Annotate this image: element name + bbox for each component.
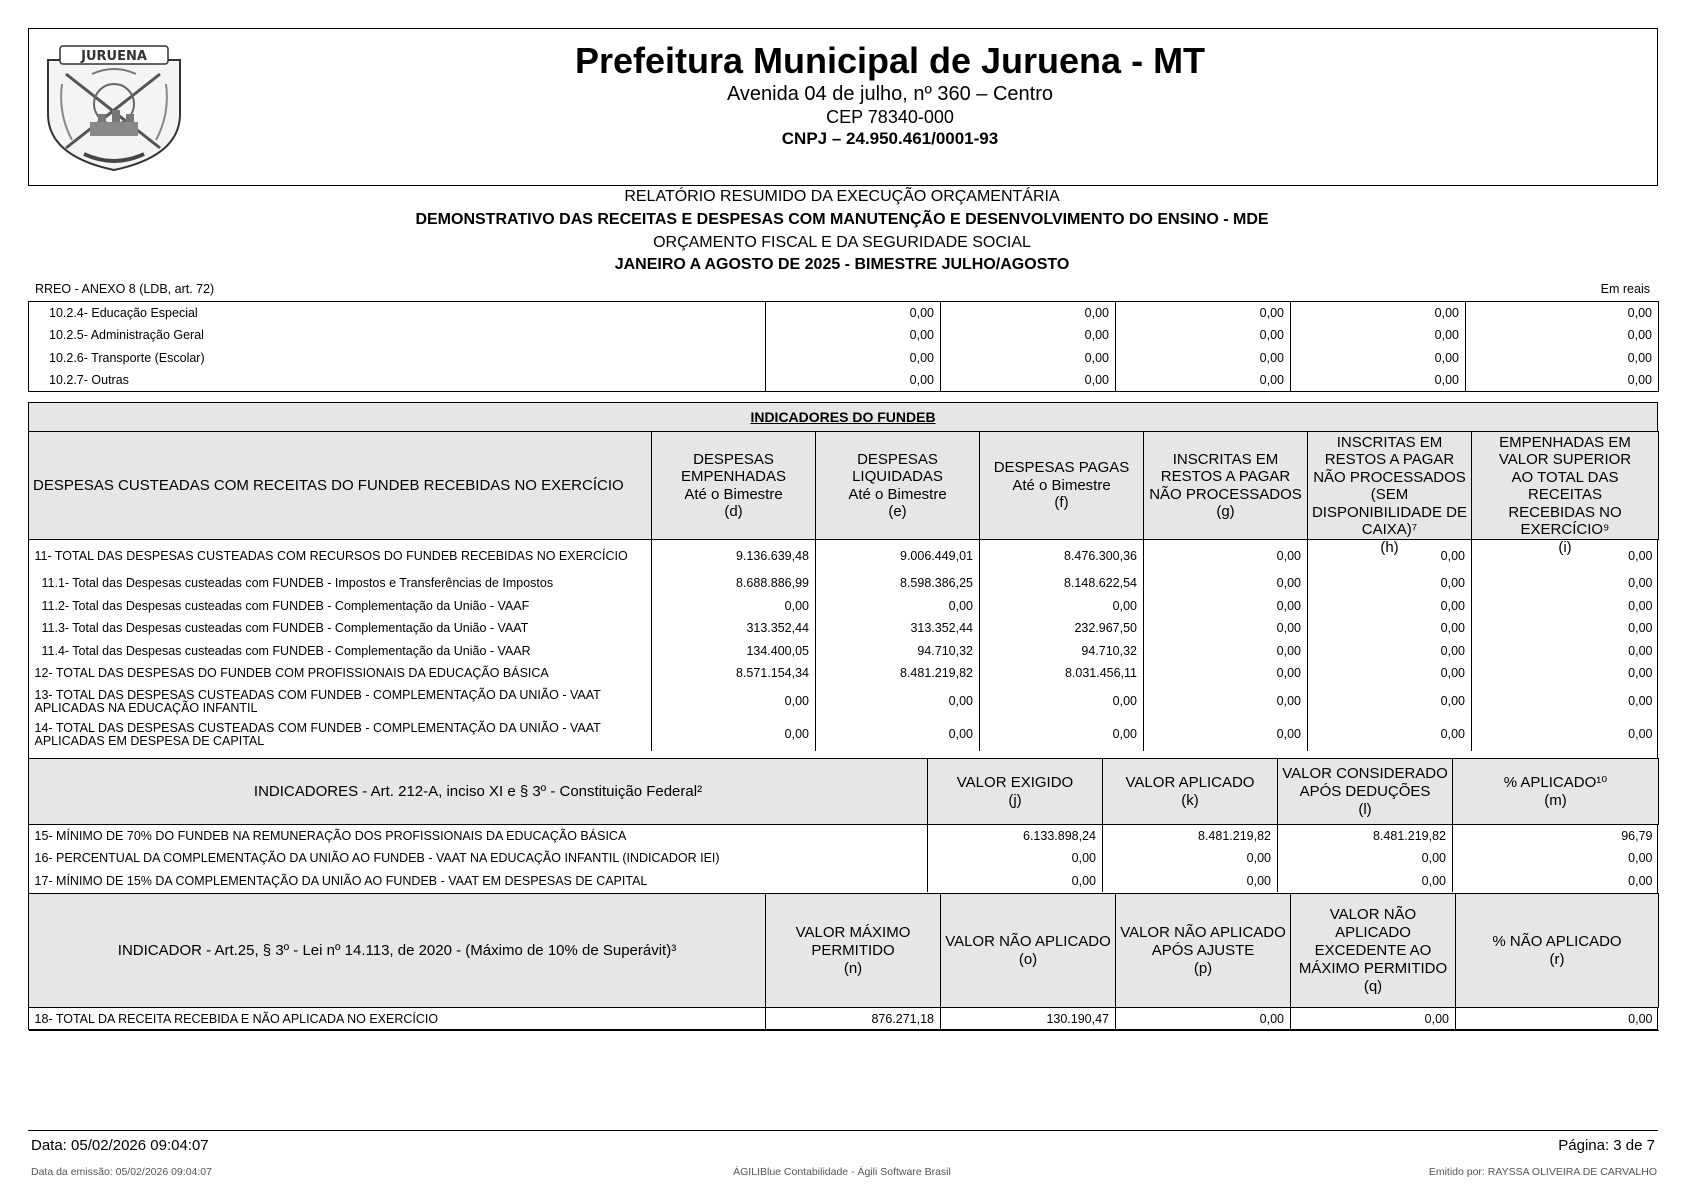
column-header-line: EMPENHADAS EM [1499, 433, 1631, 451]
column-header-valor-nao-aplicado [941, 894, 1116, 1008]
row-value: 876.271,18 [766, 1008, 941, 1031]
organization-cep: CEP 78340-000 [826, 107, 954, 127]
table-row [29, 847, 1659, 870]
column-header-valor-excedente [1291, 894, 1456, 1008]
row-value: 8.481.219,82 [1278, 825, 1453, 848]
table-row [29, 718, 1659, 751]
column-header-line: NÃO PROCESSADOS [1313, 468, 1466, 486]
column-header-line: APLICADO [1335, 923, 1411, 941]
table-row [29, 825, 1659, 848]
row-value: 0,00 [1144, 640, 1308, 663]
column-header-line: (l) [1358, 800, 1372, 818]
row-value: 9.136.639,48 [652, 540, 816, 573]
footer-page-number: Página: 3 de 7 [1558, 1137, 1655, 1154]
row-value: 0,00 [816, 685, 980, 718]
table-row [29, 595, 1659, 618]
row-label: 15- MÍNIMO DE 70% DO FUNDEB NA REMUNERAÇÃO DOS PROFISSIONAIS DA EDUCAÇÃO BÁSICA [34, 829, 627, 843]
mde-expenses-table [28, 301, 1659, 392]
row-value: 0,00 [1291, 324, 1466, 347]
row-value: 8.148.622,54 [980, 573, 1144, 596]
column-header-line: EXCEDENTE AO [1314, 941, 1432, 959]
row-value: 8.476.300,36 [980, 540, 1144, 573]
column-header-line: APÓS DEDUÇÕES [1299, 782, 1431, 800]
column-header-line: (n) [843, 959, 863, 977]
row-value: 0,00 [1466, 347, 1659, 370]
row-value: 0,00 [1308, 718, 1472, 751]
row-label: 16- PERCENTUAL DA COMPLEMENTAÇÃO DA UNIÃO AO FUNDEB - VAAT NA EDUCAÇÃO INFANTIL (INDICADOR IEI) [34, 851, 720, 866]
row-value: 0,00 [1291, 347, 1466, 370]
footer-issued-by: Emitido por: RAYSSA OLIVEIRA DE CARVALHO [1428, 1166, 1657, 1178]
column-header-line: (m) [1544, 791, 1567, 809]
row-value: 0,00 [1308, 595, 1472, 618]
organization-name: Prefeitura Municipal de Juruena - MT [574, 40, 1206, 81]
row-value: 9.006.449,01 [816, 540, 980, 573]
column-header-line: CAIXA)⁷ [1361, 521, 1418, 538]
rreo-annex-label: RREO - ANEXO 8 (LDB, art. 72) [35, 282, 215, 296]
row-value: 8.571.154,34 [652, 663, 816, 686]
row-label: 14- TOTAL DAS DESPESAS CUSTEADAS COM FUNDEB - COMPLEMENTAÇÃO DA UNIÃO - VAAT APLICADAS EM DESPESA DE CAPITAL [34, 720, 601, 748]
column-header-line: (h) [1380, 538, 1399, 556]
footer-software-credit: ÁGILIBlue Contabilidade - Ágili Software Brasil [733, 1166, 951, 1178]
row-value: 0,00 [1291, 302, 1466, 325]
row-value: 0,00 [1466, 302, 1659, 325]
table-row [29, 347, 1659, 370]
table-row [29, 540, 1659, 573]
row-value: 6.133.898,24 [928, 825, 1103, 848]
row-value: 0,00 [1144, 718, 1308, 751]
row-value: 0,00 [941, 369, 1116, 392]
superavit-indicator-header-label: INDICADOR - Art.25, § 3º - Lei nº 14.113, de 2020 - (Máximo de 10% de Superávit)³ [29, 894, 766, 1008]
table-row [29, 618, 1659, 641]
row-value: 313.352,44 [816, 618, 980, 641]
column-header-line: (r) [1549, 950, 1565, 968]
column-header-line: EXERCÍCIO⁹ [1520, 521, 1610, 538]
row-value: 0,00 [1103, 870, 1278, 893]
row-value: 0,00 [1453, 870, 1659, 893]
row-value: 313.352,44 [652, 618, 816, 641]
row-value: 0,00 [1308, 540, 1472, 573]
column-header-line: VALOR CONSIDERADO [1282, 764, 1448, 782]
row-value: 0,00 [941, 347, 1116, 370]
row-value: 0,00 [1278, 870, 1453, 893]
table-row [29, 685, 1659, 718]
row-label: 10.2.7- Outras [49, 373, 129, 387]
fundeb-constitutional-indicators-table [28, 758, 1659, 892]
row-value: 0,00 [1144, 540, 1308, 573]
row-value: 0,00 [816, 718, 980, 751]
report-title-line-2: DEMONSTRATIVO DAS RECEITAS E DESPESAS COM MANUTENÇÃO E DESENVOLVIMENTO DO ENSINO - MDE [415, 211, 1269, 228]
column-header-line: DISPONIBILIDADE DE [1311, 503, 1468, 521]
row-value: 0,00 [766, 347, 941, 370]
column-header-line: (k) [1181, 791, 1199, 809]
column-header-line: RESTOS A PAGAR [1324, 451, 1455, 468]
row-value: 0,00 [941, 324, 1116, 347]
column-header-liquidadas [816, 432, 980, 540]
fundeb-expenses-table [28, 431, 1659, 751]
row-label: 10.2.6- Transporte (Escolar) [49, 350, 205, 365]
row-value: 232.967,50 [980, 618, 1144, 641]
table-row [29, 573, 1659, 596]
row-value: 0,00 [1144, 573, 1308, 596]
row-label: 17- MÍNIMO DE 15% DA COMPLEMENTAÇÃO DA UNIÃO AO FUNDEB - VAAT EM DESPESAS DE CAPITAL [34, 873, 648, 888]
row-value: 94.710,32 [816, 640, 980, 663]
row-value: 0,00 [1144, 618, 1308, 641]
column-header-line: % APLICADO¹⁰ [1503, 773, 1608, 791]
row-label: 11.2- Total das Despesas custeadas com FUNDEB - Complementação da União - VAAF [41, 598, 530, 613]
row-value: 0,00 [1472, 718, 1659, 751]
row-value: 0,00 [980, 685, 1144, 718]
table-row [29, 302, 1659, 325]
row-value: 0,00 [816, 595, 980, 618]
column-header-line: Até o Bimestre [1012, 476, 1111, 494]
column-header-line: (g) [1216, 503, 1235, 520]
column-header-valor-considerado [1278, 759, 1453, 825]
row-value: 0,00 [1103, 847, 1278, 870]
column-header-line: DESPESAS [857, 450, 938, 468]
row-label: 13- TOTAL DAS DESPESAS CUSTEADAS COM FUNDEB - COMPLEMENTAÇÃO DA UNIÃO - VAAT APLICADAS NA EDUCAÇÃO INFANTIL [34, 687, 601, 715]
row-label: 18- TOTAL DA RECEITA RECEBIDA E NÃO APLICADA NO EXERCÍCIO [29, 1008, 766, 1031]
column-header-percent-nao-aplicado [1456, 894, 1659, 1008]
row-value: 0,00 [1472, 640, 1659, 663]
row-value: 0,00 [1456, 1008, 1659, 1031]
row-value: 0,00 [980, 595, 1144, 618]
column-header-valor-nao-aplicado-ajuste [1116, 894, 1291, 1008]
row-value: 0,00 [1116, 369, 1291, 392]
fundeb-section-title: INDICADORES DO FUNDEB [29, 403, 1657, 432]
column-header-line: LIQUIDADAS [852, 468, 943, 485]
row-value: 0,00 [652, 718, 816, 751]
row-value: 0,00 [941, 302, 1116, 325]
column-header-line: APÓS AJUSTE [1151, 941, 1255, 959]
column-header-line: MÁXIMO PERMITIDO [1298, 959, 1448, 977]
table-row [29, 369, 1659, 392]
column-header-restos-a-pagar [1144, 432, 1308, 540]
row-label: 10.2.5- Administração Geral [49, 328, 204, 343]
row-value: 0,00 [1472, 618, 1659, 641]
column-header-line: EMPENHADAS [680, 468, 787, 485]
table-row [29, 640, 1659, 663]
column-header-line: VALOR NÃO [1329, 905, 1417, 923]
column-header-line: PERMITIDO [811, 941, 895, 959]
row-value: 0,00 [1308, 573, 1472, 596]
column-header-line: (f) [1054, 494, 1069, 512]
column-header-line: INSCRITAS EM [1172, 450, 1279, 468]
row-value: 0,00 [1144, 595, 1308, 618]
column-header-line: Até o Bimestre [684, 485, 783, 503]
footer-date: Data: 05/02/2026 09:04:07 [31, 1137, 209, 1154]
fundeb-superavit-indicator-table [28, 893, 1659, 1031]
row-value: 0,00 [1291, 369, 1466, 392]
column-header-line: VALOR EXIGIDO [956, 773, 1074, 791]
fundeb-expenses-header-label: DESPESAS CUSTEADAS COM RECEITAS DO FUNDEB RECEBIDAS NO EXERCÍCIO [29, 432, 652, 540]
row-value: 8.481.219,82 [816, 663, 980, 686]
row-value: 0,00 [1278, 847, 1453, 870]
row-value: 8.031.456,11 [980, 663, 1144, 686]
column-header-line: VALOR SUPERIOR [1498, 451, 1632, 468]
row-value: 0,00 [1472, 663, 1659, 686]
organization-address: Avenida 04 de julho, nº 360 – Centro [726, 83, 1054, 105]
column-header-line: VALOR MÁXIMO [795, 923, 911, 941]
column-header-line: AO TOTAL DAS [1511, 468, 1619, 486]
column-header-line: DESPESAS [693, 450, 774, 468]
column-header-line: (j) [1008, 791, 1022, 809]
column-header-percent-aplicado [1453, 759, 1659, 825]
row-value: 0,00 [1308, 685, 1472, 718]
svg-text:JURUENA: JURUENA [81, 49, 147, 64]
row-value: 130.190,47 [941, 1008, 1116, 1031]
footer-divider [28, 1130, 1658, 1131]
row-label: 10.2.4- Educação Especial [49, 306, 198, 320]
column-header-line: (i) [1558, 538, 1572, 556]
row-value: 0,00 [1144, 685, 1308, 718]
row-value: 0,00 [1453, 847, 1659, 870]
column-header-line: VALOR NÃO APLICADO [1120, 923, 1286, 941]
row-value: 0,00 [652, 595, 816, 618]
column-header-line: (d) [724, 503, 743, 520]
row-value: 134.400,05 [652, 640, 816, 663]
row-value: 0,00 [1116, 1008, 1291, 1031]
row-value: 0,00 [1472, 685, 1659, 718]
row-value: 0,00 [1291, 1008, 1456, 1031]
column-header-line: INSCRITAS EM [1336, 433, 1443, 451]
row-value: 0,00 [766, 302, 941, 325]
column-header-valor-exigido [928, 759, 1103, 825]
row-label: 11.3- Total das Despesas custeadas com FUNDEB - Complementação da União - VAAT [41, 621, 529, 636]
footer-emission-date: Data da emissão: 05/02/2026 09:04:07 [31, 1166, 212, 1178]
indicators-header-label: INDICADORES - Art. 212-A, inciso XI e § 3º - Constituição Federal² [29, 759, 928, 825]
units-label: Em reais [1600, 282, 1650, 296]
row-value: 0,00 [1472, 595, 1659, 618]
row-label: 11.4- Total das Despesas custeadas com FUNDEB - Complementação da União - VAAR [41, 643, 531, 658]
column-header-valor-maximo [766, 894, 941, 1008]
row-value: 0,00 [1144, 663, 1308, 686]
table-row [29, 1008, 1659, 1031]
column-header-line: Até o Bimestre [848, 485, 947, 503]
row-value: 8.688.886,99 [652, 573, 816, 596]
column-header-line: (SEM [1370, 486, 1409, 503]
row-value: 0,00 [1116, 347, 1291, 370]
row-value: 0,00 [1116, 324, 1291, 347]
row-value: 0,00 [980, 718, 1144, 751]
organization-cnpj: CNPJ – 24.950.461/0001-93 [781, 129, 999, 148]
row-value: 0,00 [766, 324, 941, 347]
row-value: 0,00 [652, 685, 816, 718]
column-header-pagas [980, 432, 1144, 540]
row-label: 11- TOTAL DAS DESPESAS CUSTEADAS COM RECURSOS DO FUNDEB RECEBIDAS NO EXERCÍCIO [34, 548, 628, 563]
row-value: 0,00 [928, 847, 1103, 870]
column-header-empenhadas [652, 432, 816, 540]
row-value: 0,00 [1472, 540, 1659, 573]
report-title-line-3: ORÇAMENTO FISCAL E DA SEGURIDADE SOCIAL [653, 234, 1031, 251]
row-label: 11.1- Total das Despesas custeadas com FUNDEB - Impostos e Transferências de Impostos [41, 576, 554, 591]
column-header-valor-aplicado [1103, 759, 1278, 825]
row-value: 0,00 [1116, 302, 1291, 325]
column-header-line: RESTOS A PAGAR [1160, 468, 1291, 485]
column-header-line: (p) [1193, 959, 1213, 977]
row-value: 94.710,32 [980, 640, 1144, 663]
row-value: 96,79 [1453, 825, 1659, 848]
table-row [29, 870, 1659, 893]
row-value: 0,00 [1308, 618, 1472, 641]
row-label: 12- TOTAL DAS DESPESAS DO FUNDEB COM PROFISSIONAIS DA EDUCAÇÃO BÁSICA [34, 666, 549, 681]
report-title-line-4: JANEIRO A AGOSTO DE 2025 - BIMESTRE JULHO/AGOSTO [614, 256, 1070, 273]
row-value: 0,00 [1308, 640, 1472, 663]
row-value: 0,00 [928, 870, 1103, 893]
column-header-line: VALOR NÃO APLICADO [945, 932, 1111, 950]
table-row [29, 663, 1659, 686]
column-header-line: RECEITAS [1528, 486, 1602, 503]
column-header-line: RECEBIDAS NO [1508, 503, 1622, 521]
row-value: 8.598.386,25 [816, 573, 980, 596]
column-header-line: (q) [1363, 977, 1383, 995]
municipal-coat-of-arms-logo [42, 44, 186, 174]
row-value: 0,00 [1308, 663, 1472, 686]
column-header-line: VALOR APLICADO [1125, 773, 1255, 791]
table-row [29, 324, 1659, 347]
column-header-line: (o) [1018, 950, 1038, 968]
row-value: 0,00 [766, 369, 941, 392]
row-value: 0,00 [1466, 369, 1659, 392]
row-value: 0,00 [1472, 573, 1659, 596]
report-title-line-1: RELATÓRIO RESUMIDO DA EXECUÇÃO ORÇAMENTÁRIA [624, 188, 1060, 205]
column-header-line: NÃO PROCESSADOS [1149, 485, 1302, 503]
column-header-line: % NÃO APLICADO [1492, 932, 1622, 950]
row-value: 0,00 [1466, 324, 1659, 347]
column-header-line: DESPESAS PAGAS [993, 459, 1130, 477]
column-header-line: (e) [888, 503, 907, 520]
row-value: 8.481.219,82 [1103, 825, 1278, 848]
